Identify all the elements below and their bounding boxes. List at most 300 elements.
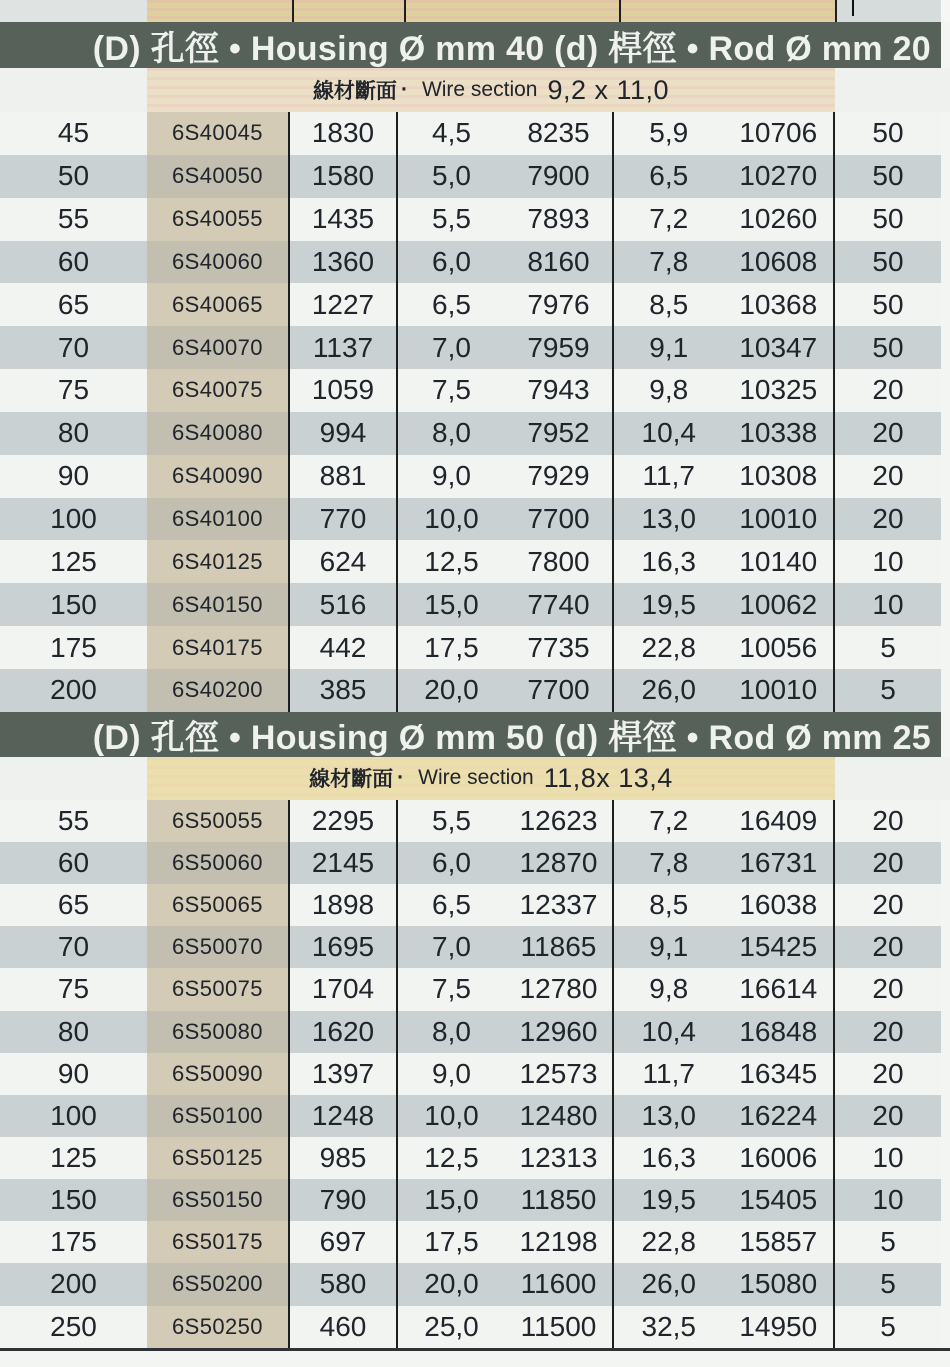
cell-deflection-1: 7,5 bbox=[432, 973, 471, 1005]
cell-deflection-1: 8,0 bbox=[432, 417, 471, 449]
cell-load-group-1 bbox=[396, 968, 612, 1010]
cell-deflection-1: 6,0 bbox=[432, 847, 471, 879]
cell-spring-rate: 881 bbox=[288, 455, 396, 498]
cell-load-group-2 bbox=[612, 1137, 833, 1179]
cell-deflection-1: 20,0 bbox=[424, 1268, 479, 1300]
cell-pack-qty: 20 bbox=[833, 455, 941, 498]
cell-load-1: 8235 bbox=[527, 117, 590, 149]
cell-load-2: 15857 bbox=[739, 1226, 818, 1258]
cell-load-group-2 bbox=[612, 1306, 833, 1348]
cell-deflection-2: 9,1 bbox=[649, 931, 689, 963]
cell-part-number: 6S50200 bbox=[147, 1263, 288, 1305]
cell-load-2: 10140 bbox=[739, 545, 818, 577]
cell-load-1: 11865 bbox=[520, 931, 597, 963]
cell-load-group-1 bbox=[396, 498, 612, 541]
cell-load-2: 10010 bbox=[739, 674, 818, 706]
cell-load-group-2 bbox=[612, 283, 833, 326]
cell-spring-rate: 2145 bbox=[288, 842, 396, 884]
cell-free-length: 80 bbox=[57, 1015, 90, 1047]
cell-free-length: 250 bbox=[50, 1310, 97, 1342]
cell-free-length: 65 bbox=[57, 288, 90, 320]
cell-load-1: 7735 bbox=[527, 631, 590, 663]
cell-load-group-1 bbox=[396, 540, 612, 583]
strip-right-cell bbox=[835, 0, 941, 22]
cell-spring-rate: 697 bbox=[288, 1221, 396, 1263]
strip-tan-band bbox=[147, 0, 835, 22]
cell-load-group-2 bbox=[612, 884, 833, 926]
cell-load-group-1 bbox=[396, 155, 612, 198]
cell-part-number: 6S50100 bbox=[147, 1095, 288, 1137]
cell-part-number: 6S40100 bbox=[147, 498, 288, 541]
cell-part-number: 6S40125 bbox=[147, 540, 288, 583]
cell-spring-rate: 624 bbox=[288, 540, 396, 583]
table-row bbox=[0, 1263, 941, 1305]
cell-deflection-1: 5,0 bbox=[432, 160, 471, 192]
cell-spring-rate: 985 bbox=[288, 1137, 396, 1179]
table-row bbox=[0, 626, 941, 669]
cell-deflection-1: 8,0 bbox=[432, 1015, 471, 1047]
cell-spring-rate: 1898 bbox=[288, 884, 396, 926]
cell-deflection-1: 9,0 bbox=[432, 460, 471, 492]
cell-free-length: 90 bbox=[57, 460, 90, 492]
cell-load-group-1 bbox=[396, 626, 612, 669]
cell-load-2: 10056 bbox=[739, 631, 818, 663]
table-row bbox=[0, 884, 941, 926]
cell-load-1: 7893 bbox=[527, 203, 590, 235]
cell-load-group-1 bbox=[396, 241, 612, 284]
cell-free-length: 125 bbox=[50, 1142, 97, 1173]
section-header: (D) 孔徑 • Housing Ø mm 50 (d) 桿徑 • Rod Ø mm 25 bbox=[0, 712, 941, 757]
cell-deflection-2: 8,5 bbox=[649, 889, 689, 921]
cell-part-number: 6S50080 bbox=[147, 1011, 288, 1053]
cell-spring-rate: 1360 bbox=[288, 241, 396, 284]
cell-free-length: 75 bbox=[57, 973, 90, 1005]
cell-load-group-1 bbox=[396, 1053, 612, 1095]
cell-load-2: 10325 bbox=[739, 374, 818, 406]
cell-deflection-2: 8,5 bbox=[649, 288, 689, 320]
table-row bbox=[0, 326, 941, 369]
wire-label-dot: · bbox=[400, 78, 408, 101]
cell-part-number: 6S40090 bbox=[147, 455, 288, 498]
cell-pack-qty: 20 bbox=[833, 926, 941, 968]
cell-load-2: 10347 bbox=[739, 331, 818, 363]
cell-load-group-1 bbox=[396, 669, 612, 712]
cell-load-group-2 bbox=[612, 112, 833, 155]
cell-pack-qty: 20 bbox=[833, 800, 941, 842]
wire-label-en: Wire section bbox=[418, 766, 534, 790]
cell-spring-rate: 770 bbox=[288, 498, 396, 541]
cell-load-group-1 bbox=[396, 926, 612, 968]
rows-container bbox=[0, 112, 941, 712]
cell-deflection-1: 10,0 bbox=[424, 503, 479, 535]
cell-load-group-2 bbox=[612, 412, 833, 455]
cell-deflection-1: 10,0 bbox=[424, 1099, 479, 1131]
cell-pack-qty: 50 bbox=[833, 283, 941, 326]
cell-load-1: 11850 bbox=[520, 1184, 597, 1216]
cell-part-number: 6S50250 bbox=[147, 1306, 288, 1348]
previous-table-edge bbox=[0, 0, 950, 22]
cell-load-group-2 bbox=[612, 540, 833, 583]
cell-part-number: 6S50175 bbox=[147, 1221, 288, 1263]
cell-load-1: 7959 bbox=[527, 331, 590, 363]
cell-load-group-2 bbox=[612, 1179, 833, 1221]
cell-load-group-2 bbox=[612, 498, 833, 541]
wire-label-cjk: 線材斷面 bbox=[309, 768, 394, 792]
cell-load-1: 7900 bbox=[527, 160, 590, 192]
cell-pack-qty: 10 bbox=[833, 583, 941, 626]
cell-pack-qty: 50 bbox=[833, 112, 941, 155]
cell-load-group-2 bbox=[612, 800, 833, 842]
cell-load-group-2 bbox=[612, 326, 833, 369]
cell-free-length: 75 bbox=[57, 374, 90, 406]
cell-deflection-2: 7,2 bbox=[649, 203, 689, 235]
cell-deflection-1: 6,5 bbox=[432, 889, 471, 921]
cell-load-group-2 bbox=[612, 669, 833, 712]
table-row bbox=[0, 241, 941, 284]
cell-spring-rate: 1435 bbox=[288, 198, 396, 241]
cell-part-number: 6S50075 bbox=[147, 968, 288, 1010]
cell-part-number: 6S50150 bbox=[147, 1179, 288, 1221]
cell-pack-qty: 20 bbox=[833, 842, 941, 884]
cell-deflection-2: 19,5 bbox=[641, 588, 696, 620]
cell-free-length: 60 bbox=[57, 245, 90, 277]
table-row bbox=[0, 669, 941, 712]
cell-free-length: 200 bbox=[50, 1268, 97, 1300]
cell-pack-qty: 20 bbox=[833, 369, 941, 412]
cell-load-1: 12623 bbox=[519, 804, 598, 836]
cell-pack-qty: 20 bbox=[833, 968, 941, 1010]
table-row bbox=[0, 369, 941, 412]
cell-load-1: 11600 bbox=[520, 1268, 597, 1300]
spring-table-section bbox=[0, 712, 950, 1348]
cell-part-number: 6S40055 bbox=[147, 198, 288, 241]
cell-load-1: 7800 bbox=[527, 545, 590, 577]
cell-deflection-2: 5,9 bbox=[649, 117, 689, 149]
cell-spring-rate: 1620 bbox=[288, 1011, 396, 1053]
cell-free-length: 125 bbox=[50, 545, 97, 577]
cell-free-length: 55 bbox=[57, 804, 90, 836]
wire-label-cjk: 線材斷面 bbox=[312, 80, 397, 103]
table-row bbox=[0, 1221, 941, 1263]
cell-spring-rate: 2295 bbox=[288, 800, 396, 842]
cell-pack-qty: 20 bbox=[833, 1095, 941, 1137]
cell-part-number: 6S50090 bbox=[147, 1053, 288, 1095]
cell-load-1: 7700 bbox=[527, 503, 590, 535]
cell-free-length: 100 bbox=[50, 503, 97, 535]
cell-spring-rate: 1704 bbox=[288, 968, 396, 1010]
cell-spring-rate: 1397 bbox=[288, 1053, 396, 1095]
cell-pack-qty: 50 bbox=[833, 155, 941, 198]
cell-load-1: 7740 bbox=[527, 588, 590, 620]
cell-free-length: 45 bbox=[57, 117, 90, 149]
cell-deflection-1: 6,0 bbox=[432, 245, 471, 277]
column-divider bbox=[404, 0, 406, 22]
cell-pack-qty: 5 bbox=[833, 1221, 941, 1263]
cell-load-group-1 bbox=[396, 1221, 612, 1263]
cell-free-length: 150 bbox=[50, 1184, 97, 1216]
cell-load-group-2 bbox=[612, 155, 833, 198]
cell-load-1: 12480 bbox=[519, 1099, 598, 1131]
cell-deflection-1: 5,5 bbox=[432, 203, 471, 235]
cell-load-group-2 bbox=[612, 241, 833, 284]
cell-free-length: 70 bbox=[57, 331, 90, 363]
cell-deflection-1: 4,5 bbox=[432, 117, 471, 149]
cell-load-group-1 bbox=[396, 1179, 612, 1221]
cell-spring-rate: 1830 bbox=[288, 112, 396, 155]
rows-container bbox=[0, 800, 941, 1348]
wire-section-value: 11,8x 13,4 bbox=[543, 762, 673, 793]
cell-deflection-2: 11,7 bbox=[642, 460, 695, 492]
cell-pack-qty: 20 bbox=[833, 412, 941, 455]
cell-deflection-2: 9,8 bbox=[649, 374, 689, 406]
cell-spring-rate: 442 bbox=[288, 626, 396, 669]
cell-deflection-1: 17,5 bbox=[424, 1226, 479, 1258]
table-row bbox=[0, 1137, 941, 1179]
table-row bbox=[0, 1179, 941, 1221]
cell-load-2: 16848 bbox=[739, 1015, 818, 1047]
cell-load-2: 10308 bbox=[739, 460, 818, 492]
cell-load-group-2 bbox=[612, 1011, 833, 1053]
cell-load-2: 10062 bbox=[739, 588, 818, 620]
cell-part-number: 6S40065 bbox=[147, 283, 288, 326]
strip-left-cell bbox=[0, 0, 147, 22]
cell-load-1: 12573 bbox=[519, 1057, 598, 1089]
cell-deflection-1: 6,5 bbox=[432, 288, 471, 320]
cell-pack-qty: 10 bbox=[833, 1179, 941, 1221]
cell-free-length: 200 bbox=[50, 674, 97, 706]
cell-pack-qty: 50 bbox=[833, 326, 941, 369]
cell-deflection-2: 22,8 bbox=[641, 1226, 696, 1258]
cell-load-1: 11500 bbox=[520, 1310, 597, 1342]
cell-load-2: 16409 bbox=[739, 804, 818, 836]
table-row bbox=[0, 498, 941, 541]
cell-load-2: 16224 bbox=[739, 1099, 818, 1131]
cell-load-group-2 bbox=[612, 369, 833, 412]
cell-pack-qty: 5 bbox=[833, 669, 941, 712]
cell-load-2: 15080 bbox=[739, 1268, 818, 1300]
cell-load-group-2 bbox=[612, 1053, 833, 1095]
cell-part-number: 6S40200 bbox=[147, 669, 288, 712]
cell-load-2: 16731 bbox=[739, 847, 818, 879]
wire-label-en: Wire section bbox=[421, 78, 538, 101]
cell-part-number: 6S40045 bbox=[147, 112, 288, 155]
table-row bbox=[0, 540, 941, 583]
cell-part-number: 6S50070 bbox=[147, 926, 288, 968]
cell-deflection-2: 9,1 bbox=[649, 331, 689, 363]
cell-pack-qty: 20 bbox=[833, 1053, 941, 1095]
cell-load-1: 7952 bbox=[527, 417, 590, 449]
cell-deflection-2: 32,5 bbox=[641, 1310, 696, 1342]
cell-deflection-1: 12,5 bbox=[424, 1142, 479, 1173]
table-row bbox=[0, 1011, 941, 1053]
spring-table-section bbox=[0, 22, 950, 712]
cell-load-group-1 bbox=[396, 1011, 612, 1053]
cell-load-2: 16038 bbox=[739, 889, 818, 921]
cell-deflection-2: 9,8 bbox=[649, 973, 689, 1005]
cell-load-group-1 bbox=[396, 884, 612, 926]
cell-load-2: 15405 bbox=[739, 1184, 818, 1216]
cell-load-group-2 bbox=[612, 926, 833, 968]
cell-free-length: 150 bbox=[50, 588, 97, 620]
table-sections bbox=[0, 22, 950, 1348]
cell-part-number: 6S40080 bbox=[147, 412, 288, 455]
cell-deflection-2: 6,5 bbox=[649, 160, 689, 192]
table-row bbox=[0, 1306, 941, 1348]
wire-section-band bbox=[147, 68, 835, 112]
cell-spring-rate: 580 bbox=[288, 1263, 396, 1305]
table-row bbox=[0, 198, 941, 241]
cell-load-group-2 bbox=[612, 198, 833, 241]
cell-deflection-1: 7,0 bbox=[432, 931, 471, 963]
cell-load-group-1 bbox=[396, 326, 612, 369]
table-bottom-rule bbox=[0, 1348, 950, 1351]
cell-spring-rate: 1227 bbox=[288, 283, 396, 326]
cell-free-length: 50 bbox=[57, 160, 90, 192]
table-row bbox=[0, 800, 941, 842]
cell-deflection-1: 7,0 bbox=[432, 331, 471, 363]
table-row bbox=[0, 1095, 941, 1137]
table-row bbox=[0, 926, 941, 968]
cell-load-group-1 bbox=[396, 412, 612, 455]
cell-free-length: 100 bbox=[50, 1099, 97, 1131]
wire-section-row bbox=[0, 757, 950, 800]
cell-load-1: 7943 bbox=[527, 374, 590, 406]
cell-load-2: 10338 bbox=[739, 417, 818, 449]
cell-load-2: 10260 bbox=[739, 203, 818, 235]
cell-part-number: 6S40175 bbox=[147, 626, 288, 669]
cell-part-number: 6S50055 bbox=[147, 800, 288, 842]
cell-load-1: 12960 bbox=[519, 1015, 598, 1047]
cell-part-number: 6S40070 bbox=[147, 326, 288, 369]
column-divider bbox=[619, 0, 621, 22]
cell-load-1: 7976 bbox=[527, 288, 590, 320]
cell-part-number: 6S40150 bbox=[147, 583, 288, 626]
cell-load-2: 16006 bbox=[739, 1142, 818, 1173]
table-row bbox=[0, 283, 941, 326]
cell-load-2: 10706 bbox=[739, 117, 818, 149]
cell-load-group-1 bbox=[396, 1095, 612, 1137]
cell-load-group-2 bbox=[612, 842, 833, 884]
cell-spring-rate: 1580 bbox=[288, 155, 396, 198]
cell-deflection-1: 20,0 bbox=[424, 674, 479, 706]
cell-deflection-2: 7,8 bbox=[649, 245, 689, 277]
cell-load-1: 12198 bbox=[519, 1226, 598, 1258]
column-divider bbox=[292, 0, 294, 22]
cell-load-2: 15425 bbox=[739, 931, 818, 963]
cell-load-1: 7929 bbox=[527, 460, 590, 492]
cell-part-number: 6S40060 bbox=[147, 241, 288, 284]
column-tick-mark bbox=[852, 0, 854, 16]
cell-load-group-1 bbox=[396, 283, 612, 326]
cell-load-1: 12337 bbox=[519, 889, 598, 921]
cell-load-1: 12780 bbox=[519, 973, 598, 1005]
cell-load-group-2 bbox=[612, 1221, 833, 1263]
wire-section-value: 9,2 x 11,0 bbox=[547, 74, 670, 105]
section-header: (D) 孔徑 • Housing Ø mm 40 (d) 桿徑 • Rod Ø mm 20 bbox=[0, 22, 941, 68]
cell-deflection-2: 7,8 bbox=[649, 847, 689, 879]
cell-spring-rate: 385 bbox=[288, 669, 396, 712]
table-row bbox=[0, 455, 941, 498]
cell-load-group-2 bbox=[612, 455, 833, 498]
cell-load-2: 10270 bbox=[739, 160, 818, 192]
cell-deflection-2: 13,0 bbox=[641, 503, 696, 535]
cell-spring-rate: 516 bbox=[288, 583, 396, 626]
cell-deflection-1: 7,5 bbox=[432, 374, 471, 406]
cell-load-1: 7700 bbox=[527, 674, 590, 706]
cell-free-length: 175 bbox=[50, 1226, 97, 1258]
cell-deflection-1: 5,5 bbox=[432, 804, 471, 836]
cell-load-1: 12313 bbox=[519, 1142, 598, 1173]
cell-part-number: 6S50125 bbox=[147, 1137, 288, 1179]
cell-free-length: 90 bbox=[57, 1057, 90, 1089]
cell-deflection-1: 17,5 bbox=[424, 631, 479, 663]
cell-deflection-1: 9,0 bbox=[432, 1057, 471, 1089]
cell-deflection-2: 22,8 bbox=[641, 631, 696, 663]
cell-spring-rate: 1695 bbox=[288, 926, 396, 968]
cell-part-number: 6S40075 bbox=[147, 369, 288, 412]
cell-load-2: 16345 bbox=[739, 1057, 818, 1089]
cell-deflection-2: 16,3 bbox=[641, 545, 696, 577]
cell-load-group-1 bbox=[396, 1306, 612, 1348]
cell-load-group-2 bbox=[612, 1263, 833, 1305]
cell-load-1: 8160 bbox=[527, 245, 590, 277]
cell-load-2: 10010 bbox=[739, 503, 818, 535]
cell-part-number: 6S50060 bbox=[147, 842, 288, 884]
cell-deflection-2: 10,4 bbox=[641, 1015, 696, 1047]
wire-section-band bbox=[147, 757, 835, 800]
cell-load-1: 12870 bbox=[519, 847, 598, 879]
cell-deflection-2: 19,5 bbox=[641, 1184, 696, 1216]
cell-deflection-2: 7,2 bbox=[649, 804, 689, 836]
cell-deflection-2: 11,7 bbox=[642, 1057, 695, 1089]
table-row bbox=[0, 412, 941, 455]
table-row bbox=[0, 968, 941, 1010]
cell-pack-qty: 5 bbox=[833, 1306, 941, 1348]
cell-load-group-1 bbox=[396, 583, 612, 626]
cell-deflection-2: 26,0 bbox=[641, 1268, 696, 1300]
cell-load-group-2 bbox=[612, 583, 833, 626]
cell-deflection-1: 15,0 bbox=[424, 1184, 479, 1216]
cell-pack-qty: 20 bbox=[833, 1011, 941, 1053]
cell-free-length: 70 bbox=[57, 931, 90, 963]
cell-load-group-1 bbox=[396, 842, 612, 884]
table-row bbox=[0, 1053, 941, 1095]
cell-free-length: 60 bbox=[57, 847, 90, 879]
cell-load-group-1 bbox=[396, 369, 612, 412]
cell-free-length: 80 bbox=[57, 417, 90, 449]
cell-pack-qty: 20 bbox=[833, 498, 941, 541]
cell-pack-qty: 10 bbox=[833, 540, 941, 583]
cell-load-group-1 bbox=[396, 455, 612, 498]
page-margin bbox=[941, 0, 950, 22]
cell-deflection-1: 12,5 bbox=[424, 545, 479, 577]
cell-pack-qty: 5 bbox=[833, 626, 941, 669]
cell-load-group-2 bbox=[612, 626, 833, 669]
cell-load-2: 10608 bbox=[739, 245, 818, 277]
cell-pack-qty: 50 bbox=[833, 198, 941, 241]
cell-deflection-1: 15,0 bbox=[424, 588, 479, 620]
cell-part-number: 6S40050 bbox=[147, 155, 288, 198]
cell-load-group-1 bbox=[396, 1263, 612, 1305]
cell-spring-rate: 1248 bbox=[288, 1095, 396, 1137]
cell-load-2: 10368 bbox=[739, 288, 818, 320]
cell-spring-rate: 460 bbox=[288, 1306, 396, 1348]
cell-deflection-2: 16,3 bbox=[641, 1142, 696, 1173]
cell-load-group-2 bbox=[612, 1095, 833, 1137]
cell-load-2: 14950 bbox=[739, 1310, 818, 1342]
cell-deflection-2: 10,4 bbox=[641, 417, 696, 449]
cell-free-length: 65 bbox=[57, 889, 90, 921]
